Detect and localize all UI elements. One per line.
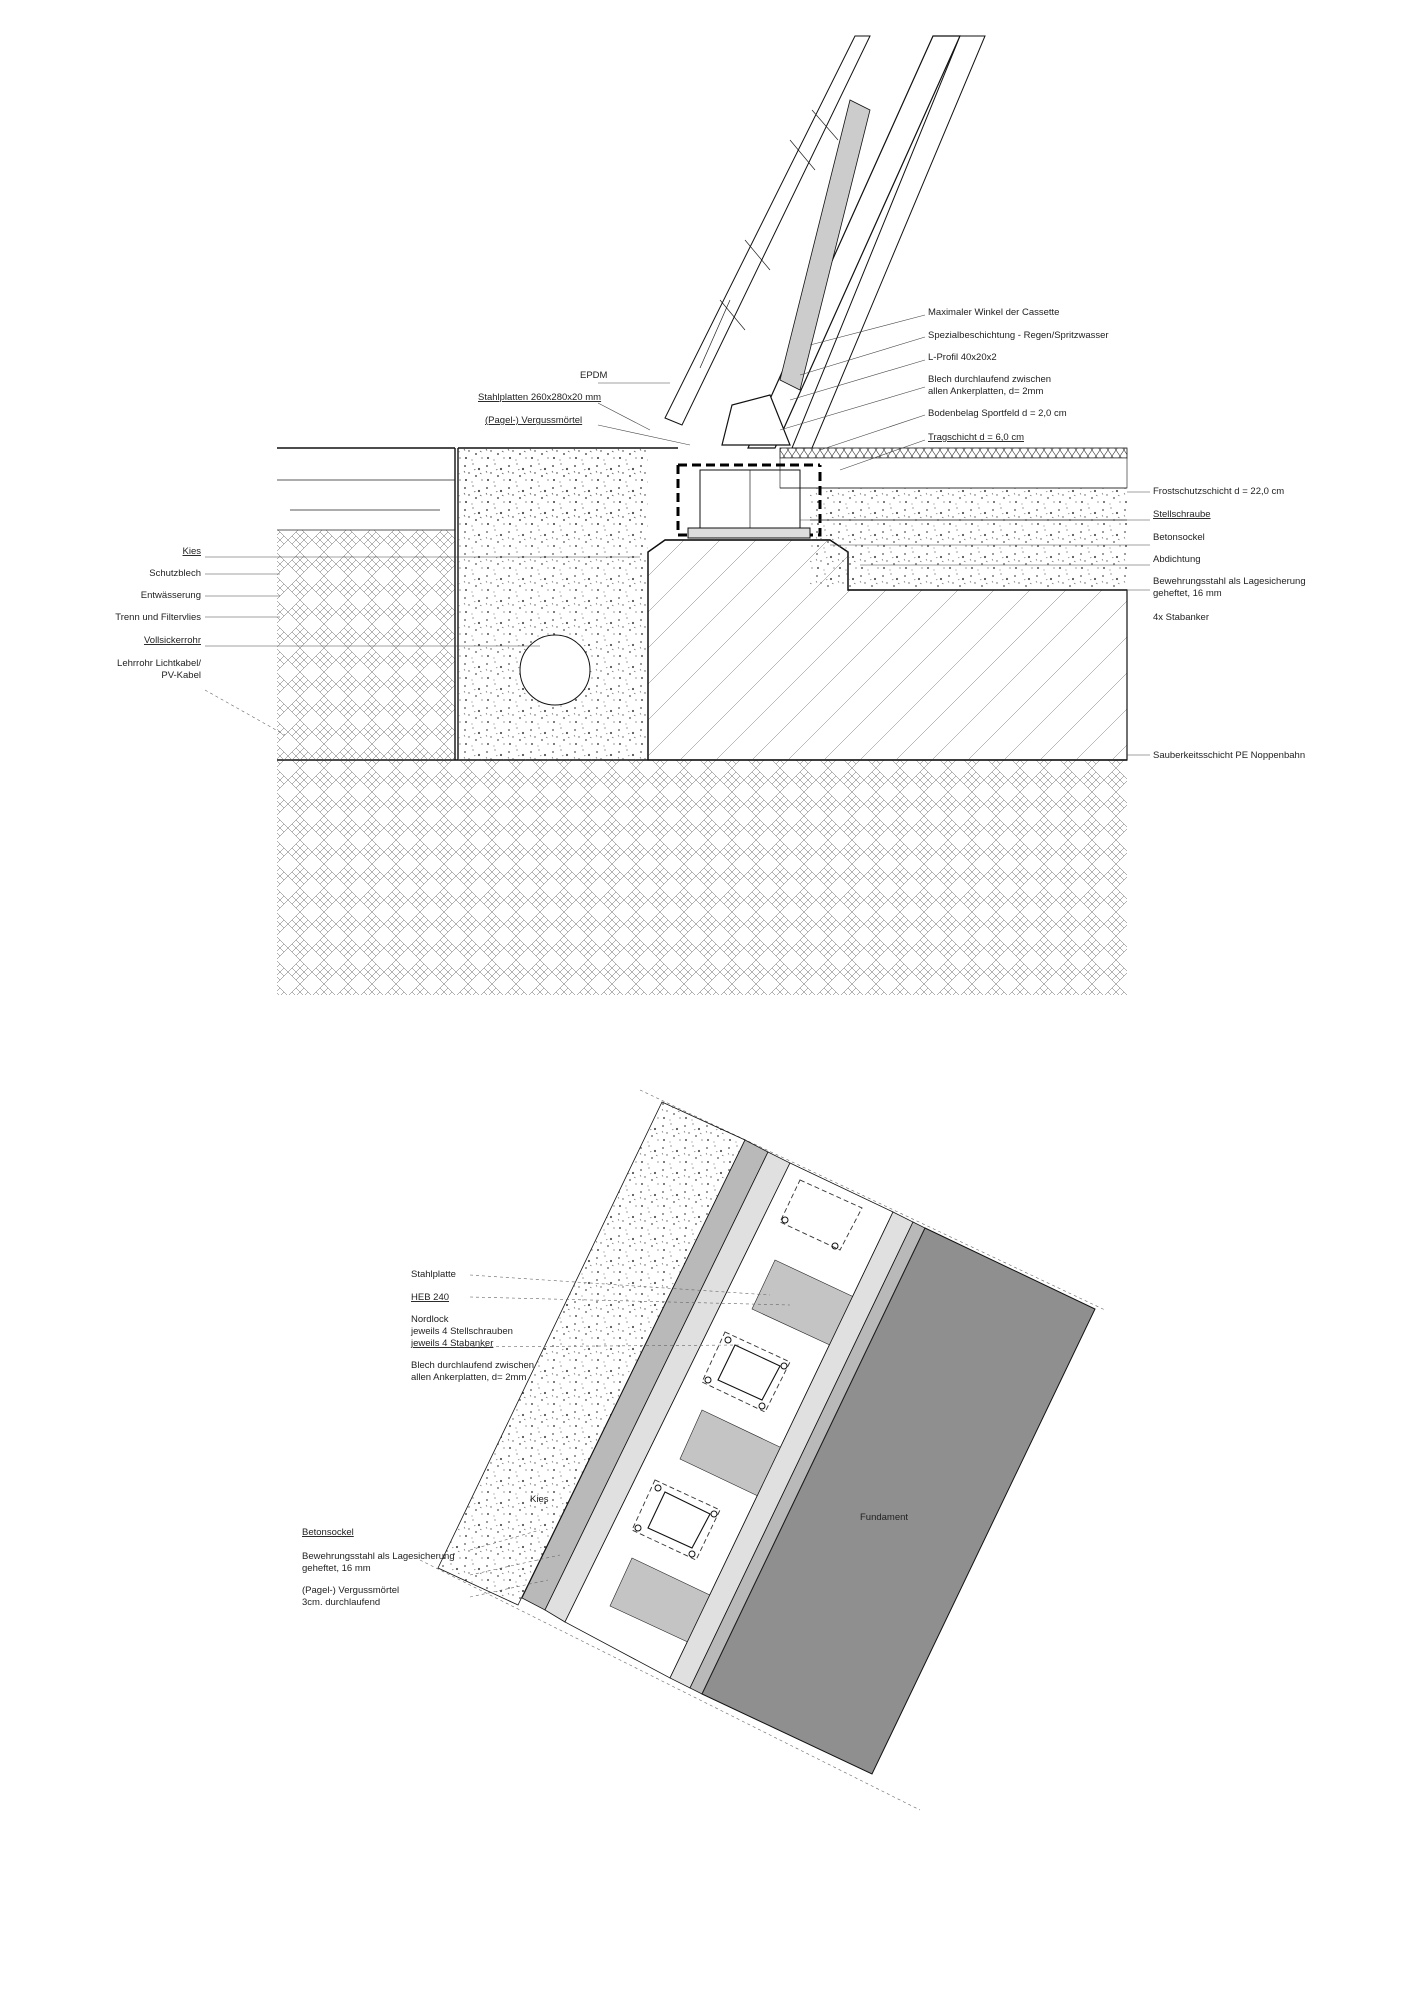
plan-label-nordlock: Nordlock [411, 1314, 449, 1325]
soil-hatch-left [277, 530, 455, 760]
plan-label-grout-2: 3cm. durchlaufend [302, 1597, 381, 1608]
label-concrete-socket: Betonsockel [1153, 532, 1205, 543]
drain-pipe [520, 635, 590, 705]
plan-label-rebar-2: geheftet, 16 mm [302, 1563, 371, 1574]
label-adjust-screw: Stellschraube [1153, 509, 1211, 520]
plan-label-sheet-1: Blech durchlaufend zwischen [411, 1360, 535, 1371]
label-base-layer: Tragschicht d = 6,0 cm [928, 432, 1025, 443]
plan-label-heb240: HEB 240 [411, 1292, 450, 1303]
label-rebar-2: geheftet, 16 mm [1153, 588, 1222, 599]
label-sealing: Abdichtung [1153, 554, 1201, 565]
section-drawing [115, 36, 1305, 995]
label-gravel: Kies [182, 546, 201, 557]
label-drainage: Entwässerung [140, 590, 201, 601]
plan-label-fundament: Fundament [860, 1512, 909, 1523]
label-protection-sheet: Schutzblech [149, 568, 201, 579]
label-steel-plates: Stahlplatten 260x280x20 mm [478, 392, 602, 403]
label-filter-fleece: Trenn und Filtervlies [115, 612, 201, 623]
plan-label-sheet-2: allen Ankerplatten, d= 2mm [411, 1372, 527, 1383]
label-grout: (Pagel-) Vergussmörtel [485, 415, 583, 426]
plan-label-anchors: jeweils 4 Stabanker [411, 1338, 494, 1349]
label-special-coating: Spezialbeschichtung - Regen/Spritzwasser [928, 330, 1109, 341]
plan-label-screws: jeweils 4 Stellschrauben [411, 1326, 513, 1337]
plan-label-rebar-1: Bewehrungsstahl als Lagesicherung [302, 1551, 455, 1562]
label-frost-layer: Frostschutzschicht d = 22,0 cm [1153, 486, 1285, 497]
label-cable-conduit-1: Lehrrohr Lichtkabel/ [117, 658, 201, 669]
soil-hatch-lower [277, 760, 1127, 995]
label-epdm: EPDM [580, 370, 608, 381]
label-floor-surface: Bodenbelag Sportfeld d = 2,0 cm [928, 408, 1067, 419]
plan-label-grout-1: (Pagel-) Vergussmörtel [302, 1585, 400, 1596]
label-l-profile: L-Profil 40x20x2 [928, 352, 997, 363]
label-cleaning-layer: Sauberkeitsschicht PE Noppenbahn [1153, 750, 1306, 761]
label-max-angle: Maximaler Winkel der Cassette [928, 307, 1060, 318]
plan-drawing [302, 1090, 1105, 1810]
frost-layer [810, 488, 1127, 588]
label-rebar-1: Bewehrungsstahl als Lagesicherung [1153, 576, 1306, 587]
label-anchors: 4x Stabanker [1153, 612, 1209, 623]
plan-label-concrete-socket: Betonsockel [302, 1527, 354, 1538]
surface-layer [780, 448, 1127, 458]
label-cable-conduit-2: PV-Kabel [161, 670, 201, 681]
label-sheet-continuous-1: Blech durchlaufend zwischen [928, 374, 1052, 385]
label-sheet-continuous-2: allen Ankerplatten, d= 2mm [928, 386, 1044, 397]
plan-label-kies: Kies [530, 1494, 549, 1505]
label-drain-pipe: Vollsickerrohr [143, 635, 201, 646]
plan-label-steel-plate: Stahlplatte [411, 1269, 456, 1280]
